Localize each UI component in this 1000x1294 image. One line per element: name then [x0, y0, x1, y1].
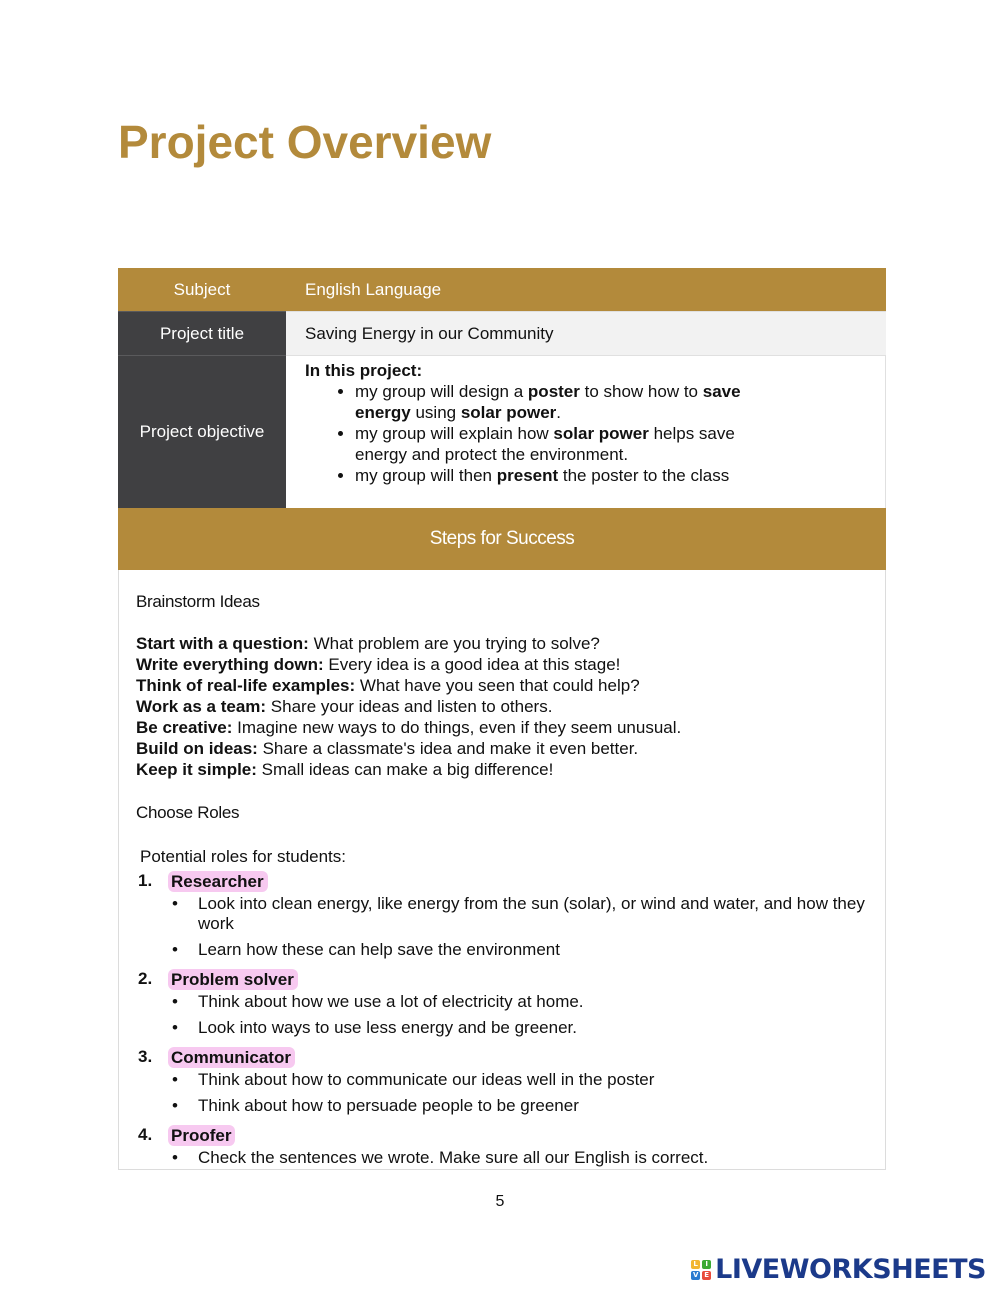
brainstorm-tip: [136, 633, 681, 654]
brainstorm-tip: [136, 759, 681, 780]
objective-text: to show how to: [579, 382, 703, 401]
brainstorm-tip: [136, 717, 681, 738]
project-title-row: [118, 311, 886, 355]
subject-row: [118, 268, 886, 311]
role-point: • Check the sentences we wrote. Make sure all our English is correct.: [138, 1148, 878, 1168]
tip-label: Work as a team:: [136, 697, 267, 716]
project-overview-table: [118, 268, 886, 1170]
tip-label: Keep it simple:: [136, 760, 257, 779]
liveworksheets-logo: [691, 1254, 986, 1285]
role-item: [138, 1044, 878, 1116]
tip-text: Imagine new ways to do things, even if they seem unusual.: [232, 718, 682, 737]
role-item: [138, 1122, 878, 1168]
project-title-value: Saving Energy in our Community: [286, 311, 886, 355]
role-header: [138, 868, 878, 894]
objective-list: [305, 381, 875, 486]
objective-item: [355, 465, 775, 486]
brainstorm-tip: [136, 654, 681, 675]
logo-letter: V: [692, 1270, 699, 1279]
objective-item: [355, 381, 775, 423]
role-points: [138, 992, 878, 1038]
role-header: [138, 1044, 878, 1070]
project-objective-row: [118, 355, 886, 508]
page-title: Project Overview: [118, 116, 492, 168]
role-number: 3.: [138, 1047, 153, 1066]
subject-value: English Language: [305, 280, 442, 299]
tip-label: Build on ideas:: [136, 739, 258, 758]
brainstorm-tip: [136, 696, 681, 717]
objective-emphasis: poster: [527, 382, 580, 401]
role-number: 1.: [138, 871, 153, 890]
objective-text: my group will design a: [355, 382, 528, 401]
tip-text: What have you seen that could help?: [355, 676, 640, 695]
role-point: • Learn how these can help save the environment: [138, 940, 878, 960]
logo-letter: E: [702, 1271, 711, 1280]
brand-logo-icon: [691, 1260, 711, 1280]
project-objective-value: [286, 355, 886, 508]
page-number: 5: [495, 1193, 505, 1210]
objective-emphasis: solar power: [553, 424, 649, 443]
role-points: [138, 1148, 878, 1168]
role-point: • Think about how to persuade people to be greener: [138, 1096, 878, 1116]
roles-heading: Choose Roles: [136, 803, 240, 822]
role-point: • Look into ways to use less energy and be greener.: [138, 1018, 878, 1038]
project-title-label: Project title: [118, 311, 286, 355]
tip-label: Be creative:: [136, 718, 233, 737]
role-point: • Think about how we use a lot of electricity at home.: [138, 992, 878, 1012]
roles-list: [138, 868, 878, 1174]
role-header: [138, 966, 878, 992]
objective-item: [355, 423, 775, 465]
role-number: 2.: [138, 969, 153, 988]
objective-intro: In this project:: [305, 361, 423, 380]
role-header: [138, 1122, 878, 1148]
objective-text: helps save energy and protect the environment.: [355, 424, 735, 464]
brainstorm-tip: [136, 675, 681, 696]
role-name: Researcher: [168, 871, 268, 892]
tip-label: Think of real-life examples:: [136, 676, 356, 695]
tip-text: Small ideas can make a big difference!: [256, 760, 554, 779]
objective-text: my group will explain how: [355, 424, 554, 443]
brainstorm-tips: [136, 633, 681, 780]
objective-text: my group will then: [355, 466, 497, 485]
tip-text: Share your ideas and listen to others.: [266, 697, 553, 716]
role-name: Proofer: [168, 1125, 235, 1146]
objective-emphasis: solar power: [460, 403, 557, 422]
brand-name: LIVEWORKSHEETS: [715, 1254, 986, 1285]
role-points: [138, 1070, 878, 1116]
tip-label: Start with a question:: [136, 634, 309, 653]
objective-text: the poster to the class: [558, 466, 730, 485]
role-number: 4.: [138, 1125, 153, 1144]
subject-label: Subject: [173, 280, 231, 299]
steps-heading: Steps for Success: [118, 508, 886, 570]
project-objective-label: Project objective: [118, 355, 286, 508]
role-name: Communicator: [168, 1047, 295, 1068]
role-item: [138, 966, 878, 1038]
objective-emphasis: save energy: [355, 382, 741, 422]
objective-text: .: [556, 403, 561, 422]
role-item: [138, 868, 878, 960]
brainstorm-heading: Brainstorm Ideas: [136, 592, 260, 611]
objective-emphasis: present: [496, 466, 559, 485]
tip-label: Write everything down:: [136, 655, 324, 674]
role-point: • Look into clean energy, like energy from the sun (solar), or wind and water, and how they work: [138, 894, 878, 934]
role-points: [138, 894, 878, 960]
objective-text: using: [410, 403, 461, 422]
tip-text: Share a classmate's idea and make it even better.: [257, 739, 639, 758]
role-point: • Think about how to communicate our ideas well in the poster: [138, 1070, 878, 1090]
logo-letter: L: [691, 1260, 700, 1269]
role-name: Problem solver: [168, 969, 298, 990]
brainstorm-tip: [136, 738, 681, 759]
roles-intro: Potential roles for students:: [140, 847, 347, 866]
logo-letter: I: [702, 1260, 711, 1269]
tip-text: Every idea is a good idea at this stage!: [323, 655, 621, 674]
steps-body: [118, 570, 886, 1170]
tip-text: What problem are you trying to solve?: [308, 634, 600, 653]
